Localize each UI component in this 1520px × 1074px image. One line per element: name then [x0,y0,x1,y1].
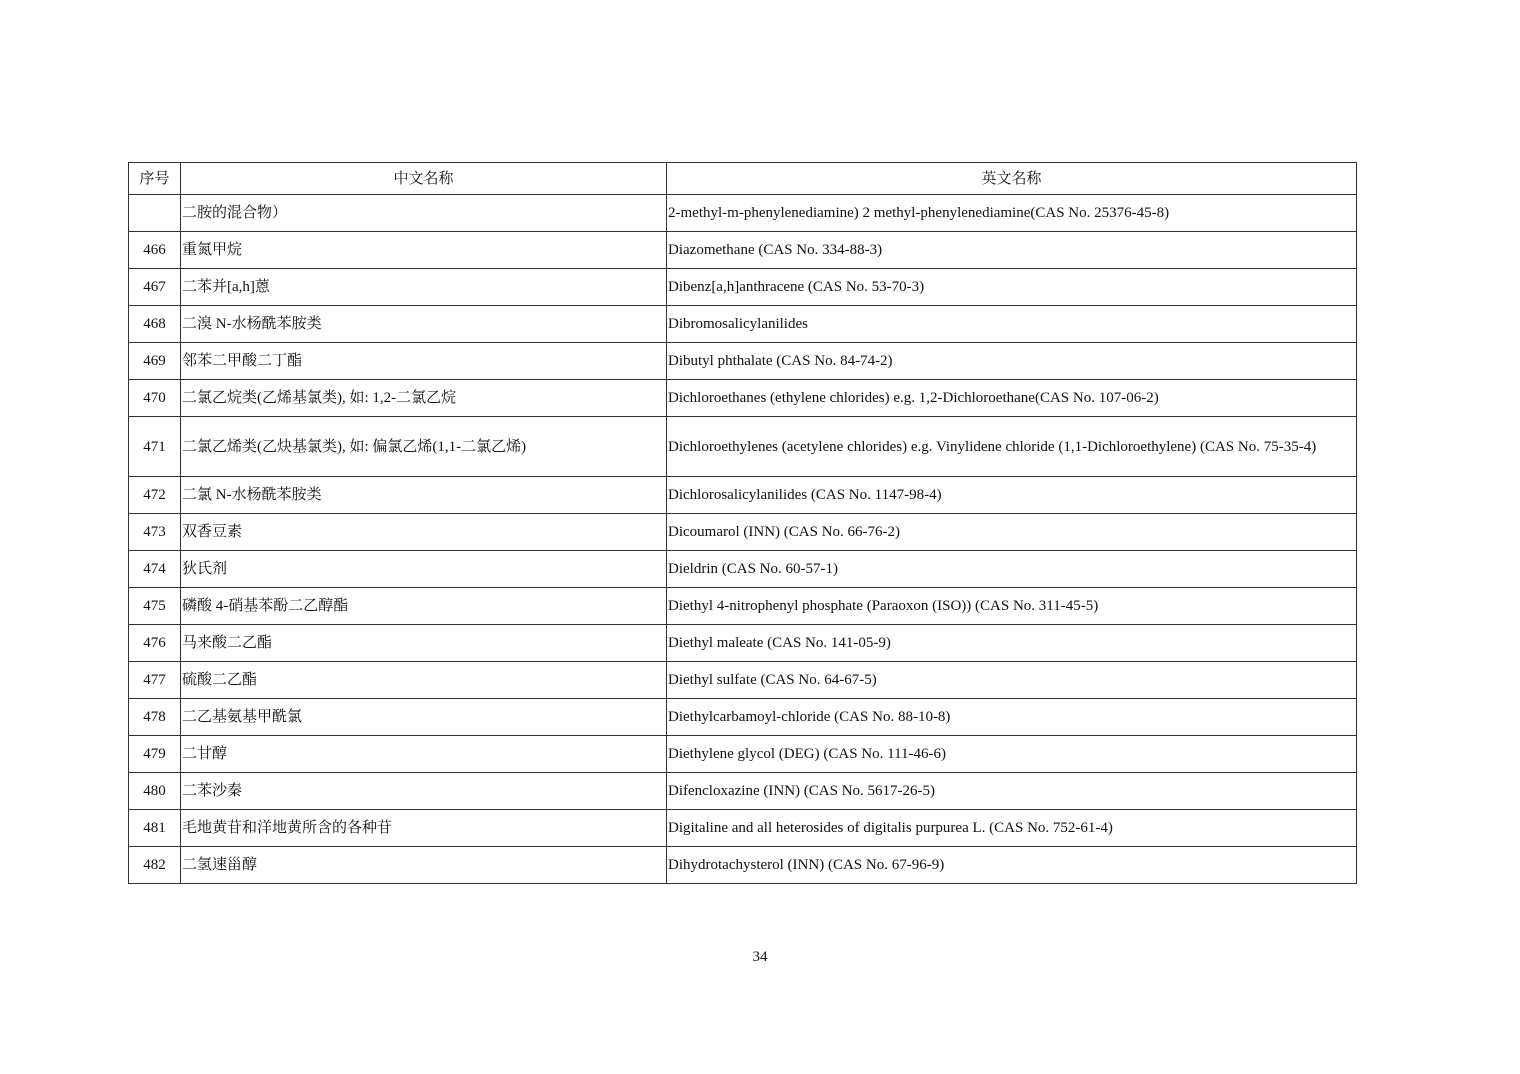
substance-table [128,162,1357,884]
cell-serial-number: 481 [129,810,181,847]
cell-english-name: Digitaline and all heterosides of digitalis purpurea L. (CAS No. 752-61-4) [667,810,1357,847]
table-row [129,847,1357,884]
cell-chinese-name: 二苯沙秦 [181,773,667,810]
cell-serial-number: 473 [129,514,181,551]
cell-serial-number: 472 [129,477,181,514]
cell-english-name: Dibutyl phthalate (CAS No. 84-74-2) [667,343,1357,380]
cell-chinese-name: 马来酸二乙酯 [181,625,667,662]
table-header-row [129,163,1357,195]
cell-english-name: Dibenz[a,h]anthracene (CAS No. 53-70-3) [667,269,1357,306]
table-row [129,699,1357,736]
cell-chinese-name: 磷酸 4-硝基苯酚二乙醇酯 [181,588,667,625]
table-row [129,551,1357,588]
cell-chinese-name: 二甘醇 [181,736,667,773]
cell-chinese-name: 双香豆素 [181,514,667,551]
cell-serial-number: 469 [129,343,181,380]
table-row [129,477,1357,514]
cell-serial-number: 475 [129,588,181,625]
table-row [129,810,1357,847]
cell-serial-number: 476 [129,625,181,662]
cell-serial-number: 466 [129,232,181,269]
header-chinese-name: 中文名称 [181,163,667,195]
cell-serial-number: 479 [129,736,181,773]
cell-chinese-name: 二苯并[a,h]蒽 [181,269,667,306]
table-row [129,343,1357,380]
cell-serial-number: 482 [129,847,181,884]
cell-serial-number [129,195,181,232]
table-body [129,195,1357,884]
table-row [129,232,1357,269]
header-english-name: 英文名称 [667,163,1357,195]
cell-english-name: Diethylene glycol (DEG) (CAS No. 111-46-6) [667,736,1357,773]
cell-english-name: Dichloroethylenes (acetylene chlorides) e.g. Vinylidene chloride (1,1-Dichloroethylene) (CAS No. 75-35-4) [667,417,1357,477]
cell-serial-number: 477 [129,662,181,699]
cell-english-name: Dieldrin (CAS No. 60-57-1) [667,551,1357,588]
table-row [129,662,1357,699]
header-serial-number: 序号 [129,163,181,195]
cell-chinese-name: 毛地黄苷和洋地黄所含的各种苷 [181,810,667,847]
table-row [129,380,1357,417]
cell-serial-number: 480 [129,773,181,810]
cell-english-name: Diethyl sulfate (CAS No. 64-67-5) [667,662,1357,699]
table-row [129,773,1357,810]
cell-english-name: Dichlorosalicylanilides (CAS No. 1147-98-4) [667,477,1357,514]
cell-english-name: Diazomethane (CAS No. 334-88-3) [667,232,1357,269]
cell-serial-number: 470 [129,380,181,417]
cell-chinese-name: 二氢速甾醇 [181,847,667,884]
page-number: 34 [752,949,768,965]
table-row [129,306,1357,343]
table-row [129,417,1357,477]
table-row [129,195,1357,232]
cell-english-name: Diethyl maleate (CAS No. 141-05-9) [667,625,1357,662]
table-row [129,269,1357,306]
cell-english-name: Diethyl 4-nitrophenyl phosphate (Paraoxon (ISO)) (CAS No. 311-45-5) [667,588,1357,625]
cell-serial-number: 478 [129,699,181,736]
cell-english-name: Dicoumarol (INN) (CAS No. 66-76-2) [667,514,1357,551]
cell-english-name: Diethylcarbamoyl-chloride (CAS No. 88-10-8) [667,699,1357,736]
cell-chinese-name: 二溴 N-水杨酰苯胺类 [181,306,667,343]
table-row [129,514,1357,551]
cell-chinese-name: 硫酸二乙酯 [181,662,667,699]
cell-chinese-name: 二氯 N-水杨酰苯胺类 [181,477,667,514]
table-row [129,588,1357,625]
table-row [129,625,1357,662]
cell-serial-number: 468 [129,306,181,343]
cell-english-name: 2-methyl-m-phenylenediamine) 2 methyl-phenylenediamine(CAS No. 25376-45-8) [667,195,1357,232]
cell-chinese-name: 二乙基氨基甲酰氯 [181,699,667,736]
cell-chinese-name: 二氯乙烷类(乙烯基氯类), 如: 1,2-二氯乙烷 [181,380,667,417]
cell-serial-number: 474 [129,551,181,588]
cell-english-name: Dichloroethanes (ethylene chlorides) e.g. 1,2-Dichloroethane(CAS No. 107-06-2) [667,380,1357,417]
cell-chinese-name: 二氯乙烯类(乙炔基氯类), 如: 偏氯乙烯(1,1-二氯乙烯) [181,417,667,477]
cell-serial-number: 471 [129,417,181,477]
table-row [129,736,1357,773]
cell-chinese-name: 狄氏剂 [181,551,667,588]
cell-chinese-name: 二胺的混合物） [181,195,667,232]
cell-chinese-name: 邻苯二甲酸二丁酯 [181,343,667,380]
cell-serial-number: 467 [129,269,181,306]
cell-english-name: Dibromosalicylanilides [667,306,1357,343]
cell-chinese-name: 重氮甲烷 [181,232,667,269]
cell-english-name: Dihydrotachysterol (INN) (CAS No. 67-96-9) [667,847,1357,884]
cell-english-name: Difencloxazine (INN) (CAS No. 5617-26-5) [667,773,1357,810]
